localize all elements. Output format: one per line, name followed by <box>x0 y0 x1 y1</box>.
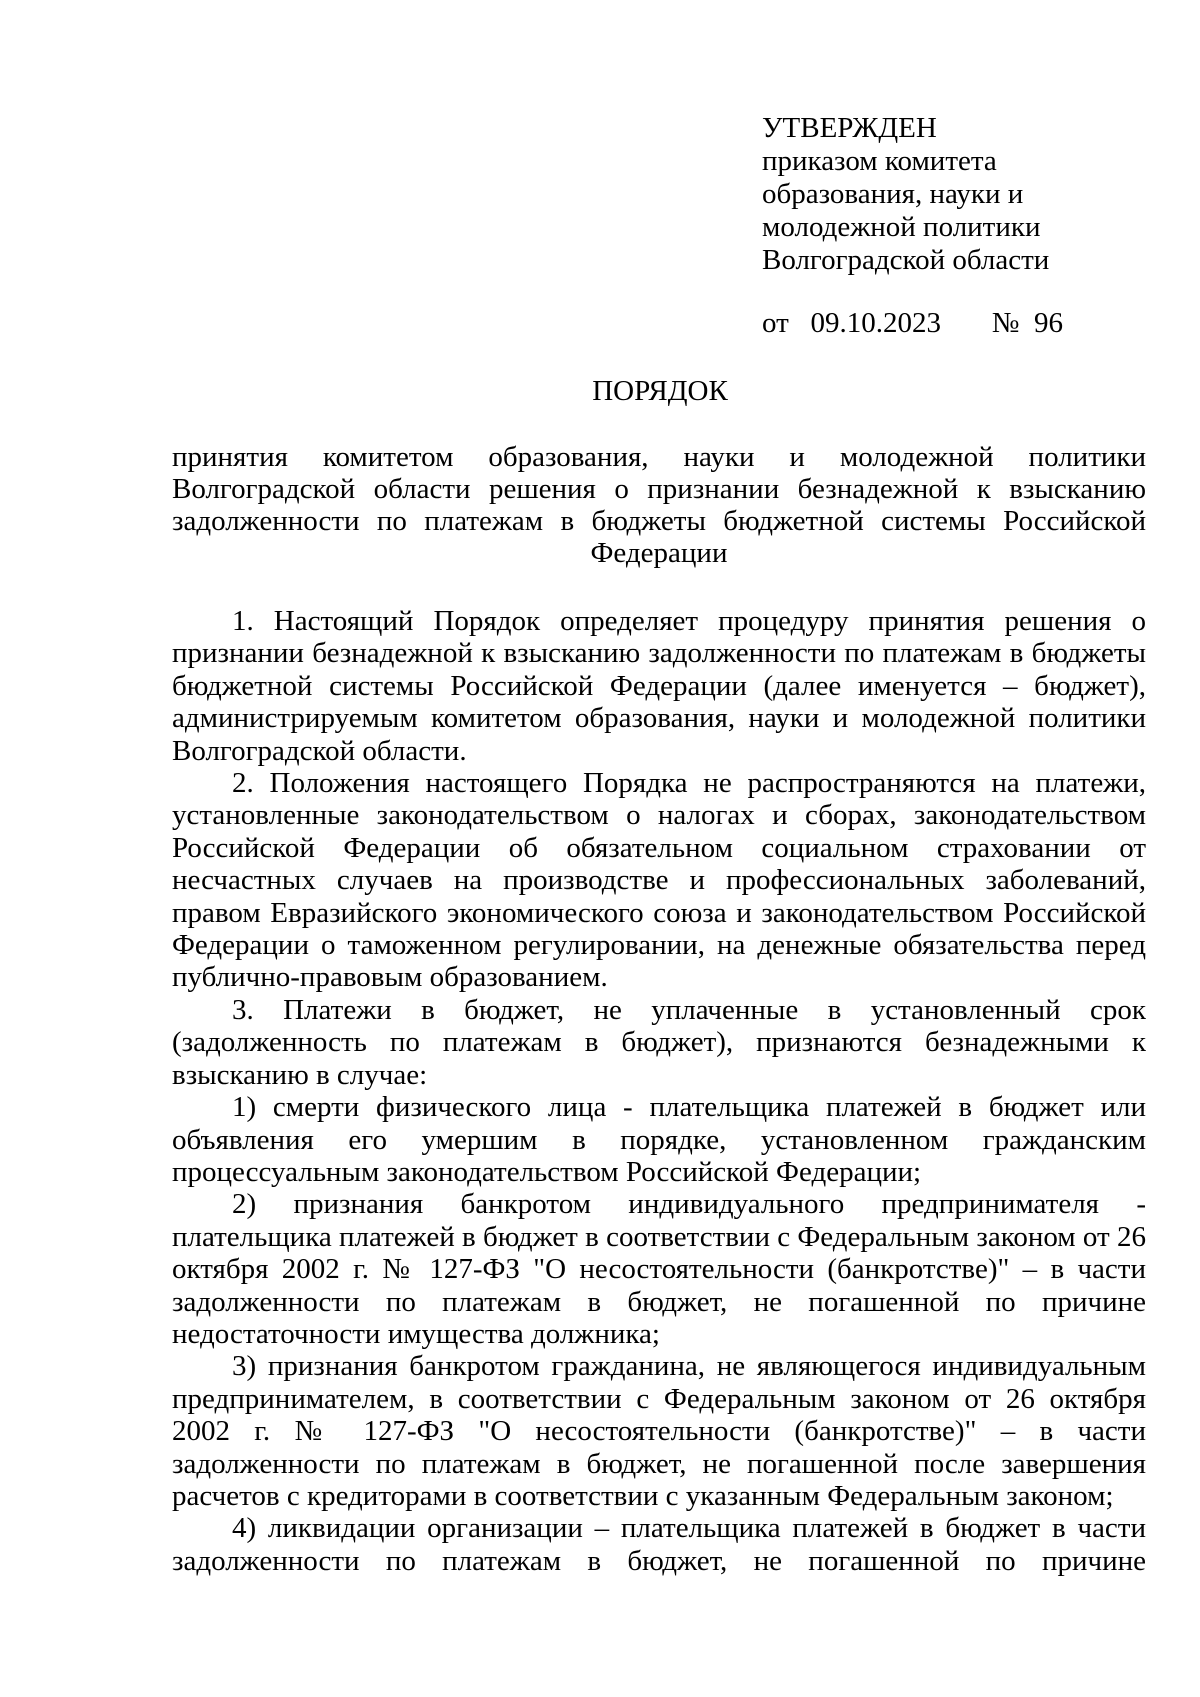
document-title: ПОРЯДОК <box>592 375 728 407</box>
paragraph-2: 2. Положения настоящего Порядка не распространяются на платежи, установленные законодательством о налогах и сборах, законодательством Российской Федерации об обязательном социальном страховании от несчастных случаев на производстве и профессиональных заболеваний, правом Евразийского экономического союза и законодательством Российской Федерации о таможенном регулировании, на денежные обязательства перед публично-правовым образованием. <box>172 767 1146 994</box>
subparagraph-2: 2) признания банкротом индивидуального предпринимателя - плательщика платежей в бюджет в соответствии с Федеральным законом от 26 октября 2002 г. № 127-ФЗ "О несостоятельности (банкротстве)" – в части задолженности по платежам в бюджет, не погашенной по причине недостаточности имущества должника; <box>172 1188 1146 1350</box>
subparagraph-4: 4) ликвидации организации – плательщика платежей в бюджет в части задолженности по платежам в бюджет, не погашенной по причине <box>172 1512 1146 1577</box>
approval-block <box>762 112 1162 340</box>
paragraph-1: 1. Настоящий Порядок определяет процедуру принятия решения о признании безнадежной к взысканию задолженности по платежам в бюджеты бюджетной системы Российской Федерации (далее именуется – бюджет), администрируемым комитетом образования, науки и молодежной политики Волгоградской области. <box>172 605 1146 767</box>
order-date-number: от 09.10.2023 № 96 <box>762 307 1063 339</box>
paragraph-3: 3. Платежи в бюджет, не уплаченные в установленный срок (задолженность по платежам в бюджет), признаются безнадежными к взысканию в случае: <box>172 993 1146 1091</box>
subtitle-end: Федерации <box>590 537 728 569</box>
subtitle-main: принятия комитетом образования, науки и молодежной политики Волгоградской области решения о признании безнадежной к взысканию задолженности по платежам в бюджеты бюджетной системы Российской <box>172 441 1146 537</box>
subparagraph-3: 3) признания банкротом гражданина, не являющегося индивидуальным предпринимателем, в соответствии с Федеральным законом от 26 октября 2002 г. № 127-ФЗ "О несостоятельности (банкротстве)" – в части задолженности по платежам в бюджет, не погашенной после завершения расчетов с кредиторами в соответствии с указанным Федеральным законом; <box>172 1350 1146 1512</box>
approval-line: молодежной политики <box>762 211 1041 243</box>
approval-line: Волгоградской области <box>762 244 1050 276</box>
subparagraph-1: 1) смерти физического лица - плательщика платежей в бюджет или объявления его умершим в порядке, установленном гражданским процессуальным законодательством Российской Федерации; <box>172 1091 1146 1188</box>
approval-line: образования, науки и <box>762 178 1024 210</box>
document-subtitle <box>172 441 1146 569</box>
approval-line: приказом комитета <box>762 145 997 177</box>
approval-heading: УТВЕРЖДЕН <box>762 112 937 144</box>
document-body <box>172 605 1146 1577</box>
spacer <box>762 277 1162 307</box>
